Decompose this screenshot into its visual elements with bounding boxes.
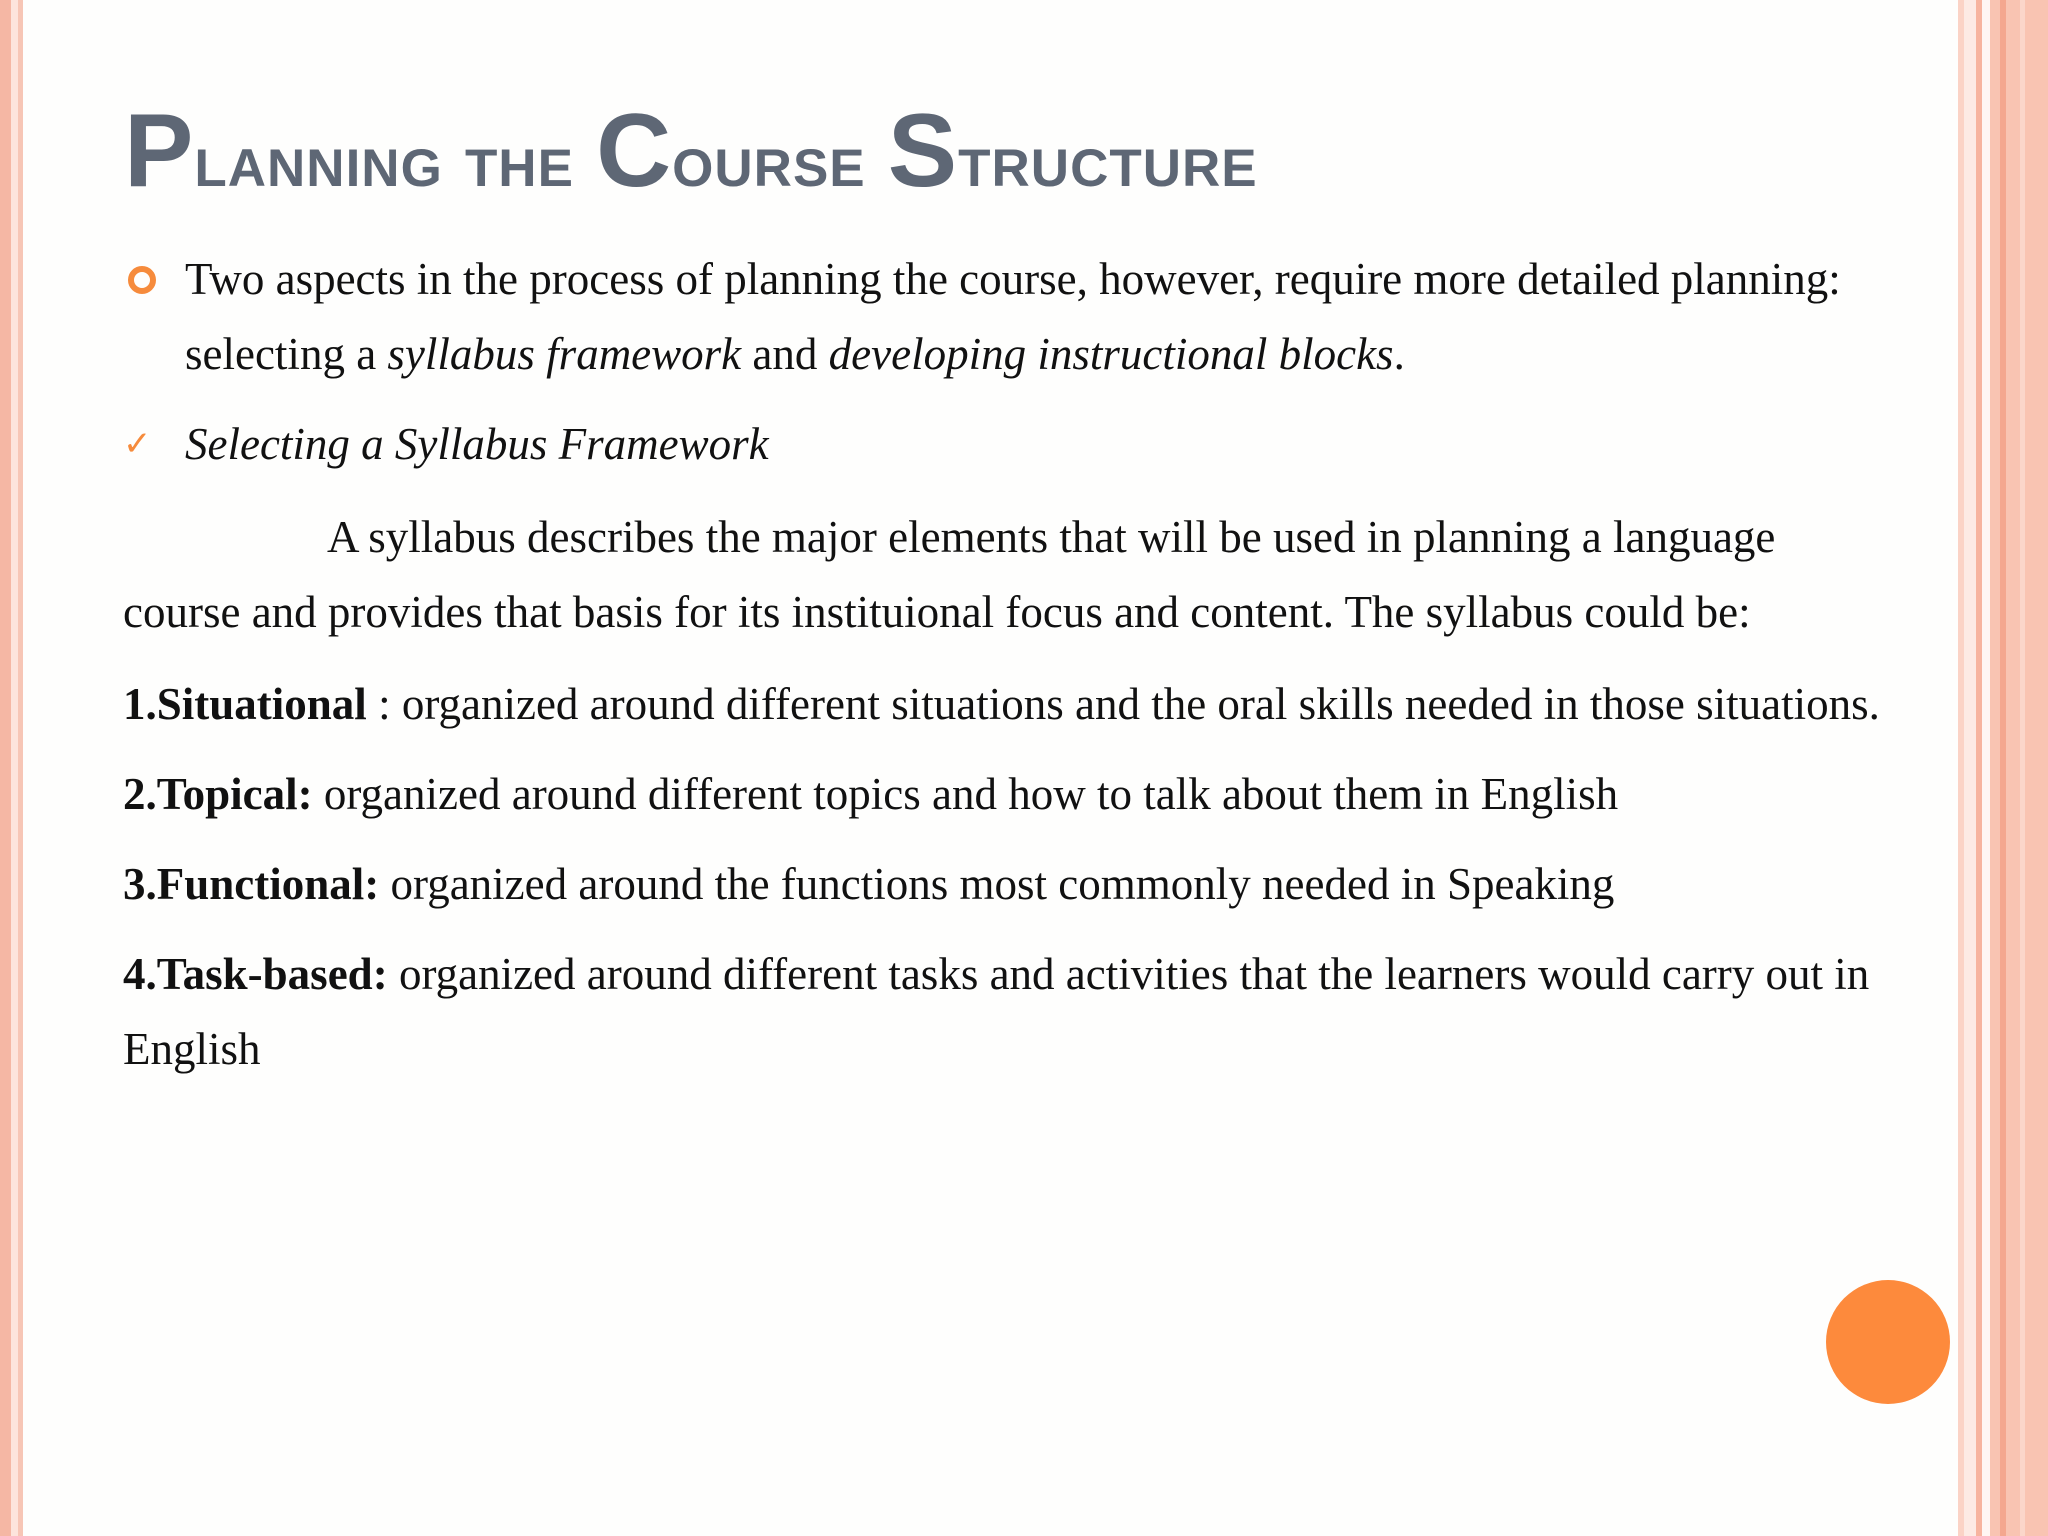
right-border-stripe <box>1982 0 1990 1536</box>
left-border-stripe <box>18 0 23 1536</box>
checkmark-icon: ✓ <box>123 424 152 464</box>
title-initial: S <box>887 93 959 209</box>
item-text: organized around the functions most commonly needed in Speaking <box>390 859 1615 909</box>
right-border-stripe <box>2000 0 2006 1536</box>
right-border-stripe <box>1990 0 2048 1536</box>
syllabus-description: A syllabus describes the major elements that will be used in planning a language course and provides that basis for its instituional focus and content. The syllabus could be: <box>123 512 1776 637</box>
title-word: the <box>464 118 574 203</box>
list-item <box>123 757 1883 832</box>
slide-body <box>123 242 1883 1087</box>
left-border-stripe <box>11 0 18 1536</box>
title-initial: C <box>596 93 673 209</box>
item-term: 2.Topical: <box>123 769 313 819</box>
item-separator: : <box>366 679 402 729</box>
slide-title <box>124 92 1258 211</box>
bullet-emphasis: developing instructional blocks <box>828 329 1394 379</box>
item-separator <box>379 859 390 909</box>
bullet-two-aspects <box>123 242 1883 392</box>
right-border-stripe <box>2020 0 2025 1536</box>
left-border-stripe <box>0 0 11 1536</box>
right-border-stripe <box>1964 0 1976 1536</box>
bullet-emphasis: syllabus framework <box>387 329 742 379</box>
list-item <box>123 667 1883 742</box>
bullet-text: Two aspects in the process of planning the course, however, require more detailed planning: selecting a <box>185 254 1841 379</box>
orange-circle-decoration <box>1826 1280 1950 1404</box>
item-text: organized around different situations and the oral skills needed in those situations. <box>401 679 1880 729</box>
subheading: Selecting a Syllabus Framework <box>185 419 769 469</box>
title-word: tructure <box>958 118 1258 203</box>
bullet-text: . <box>1393 329 1405 379</box>
item-separator <box>313 769 324 819</box>
item-term: 1.Situational <box>123 679 367 729</box>
item-separator <box>388 949 399 999</box>
bullet-text: and <box>741 329 829 379</box>
title-word: lanning <box>194 118 443 203</box>
title-word: ourse <box>672 118 866 203</box>
item-text: organized around different tasks and activities that the learners would carry out in English <box>123 949 1870 1074</box>
item-text: organized around different topics and how to talk about them in English <box>323 769 1619 819</box>
list-item <box>123 937 1883 1087</box>
bullet-selecting-framework <box>123 407 1883 482</box>
item-term: 3.Functional: <box>123 859 380 909</box>
item-term: 4.Task-based: <box>123 949 388 999</box>
ring-bullet-icon <box>128 266 156 294</box>
list-item <box>123 847 1883 922</box>
title-initial: P <box>124 93 195 209</box>
